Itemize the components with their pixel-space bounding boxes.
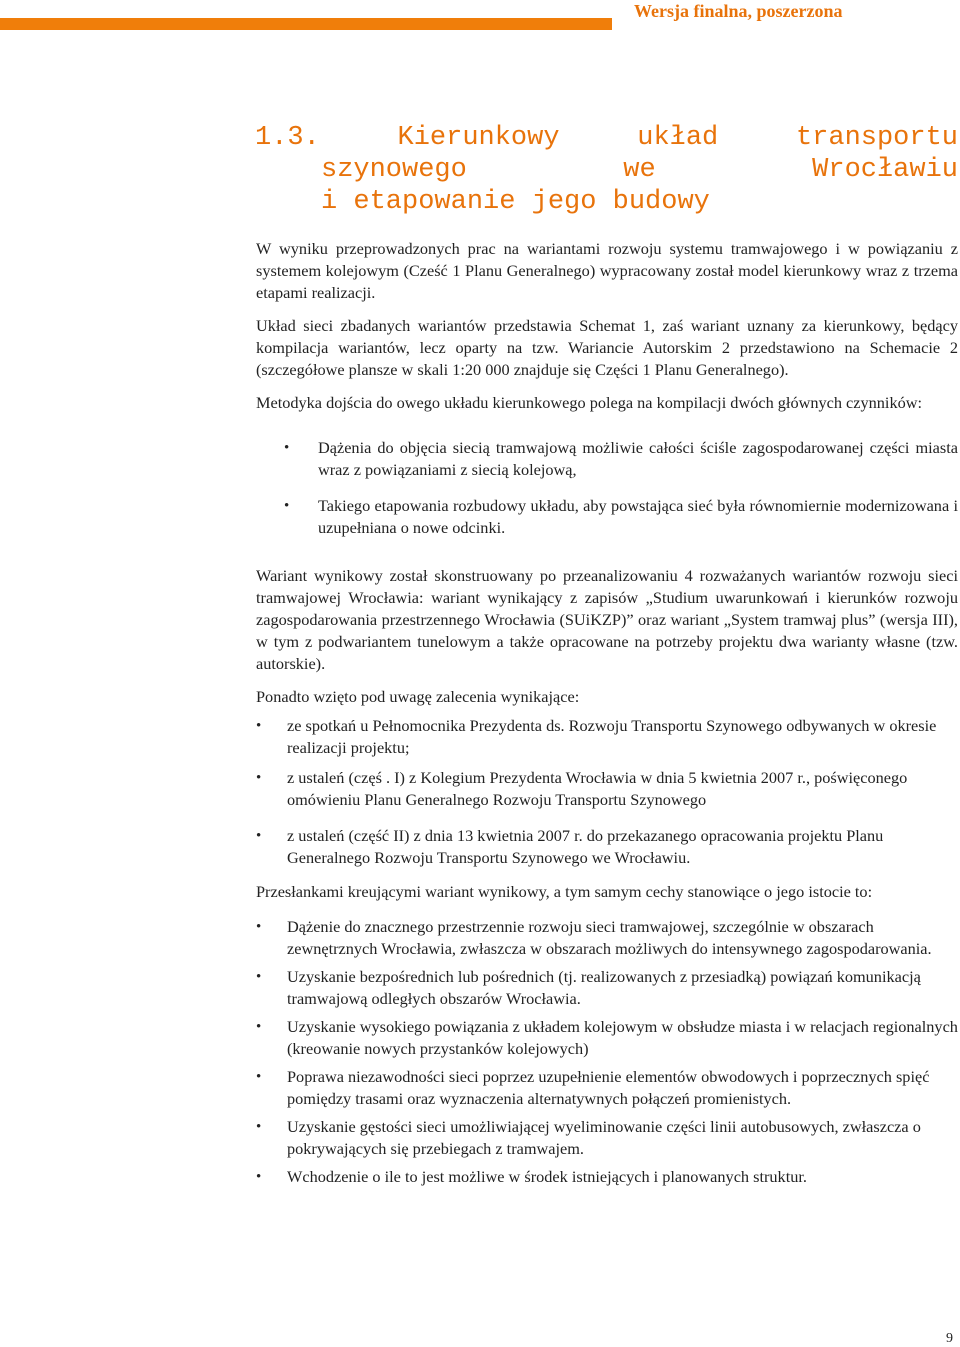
section-number: 1.3. bbox=[255, 123, 320, 153]
heading-word: we bbox=[623, 155, 656, 185]
heading-word: transportu bbox=[795, 123, 958, 153]
list-item bbox=[256, 1116, 958, 1160]
paragraph-intro: W wyniku przeprowadzonych prac na wariantami rozwoju systemu tramwajowego i w powiązaniu z systemem kolejowym (Cześć 1 Planu Generalnego) wypracowany został model kierunkowy wraz z trzema etapami realizacji. bbox=[256, 239, 958, 302]
section-heading bbox=[255, 122, 958, 218]
paragraph-methodology: Metodyka dojścia do owego układu kierunkowego polega na kompilacji dwóch głównych czynników: bbox=[256, 393, 923, 412]
list-item bbox=[256, 825, 958, 869]
bullet-icon: • bbox=[256, 919, 262, 935]
list-item-text: Wchodzenie o ile to jest możliwe w środek istniejących i planowanych struktur. bbox=[287, 1167, 807, 1186]
heading-word: układ bbox=[637, 123, 719, 153]
list-item-text: Uzyskanie bezpośrednich lub pośrednich (tj. realizowanych z przesiadką) powiązań komunikacją tramwajową odległych obszarów Wrocławia. bbox=[287, 967, 921, 1008]
bullet-icon: • bbox=[256, 1069, 262, 1085]
bullet-icon: • bbox=[256, 1019, 262, 1035]
paragraph-schemes: Układ sieci zbadanych wariantów przedstawia Schemat 1, zaś wariant uznany za kierunkowy, będący kompilacja wariantów, lecz oparty na tzw. Wariancie Autorskim 2 przedstawiono na Schemacie 2 (szczegółowe plansze w skali 1:20 000 znajduje się Części 1 Planu Generalnego). bbox=[256, 316, 958, 379]
list-item bbox=[256, 1066, 958, 1110]
list-item-text: Takiego etapowania rozbudowy układu, aby powstająca sieć była równomiernie modernizowana i uzupełniana o nowe odcinki. bbox=[318, 496, 958, 537]
bullet-icon: • bbox=[256, 718, 262, 734]
list-item bbox=[256, 767, 958, 811]
bullet-icon: • bbox=[256, 770, 262, 786]
bullet-icon: • bbox=[256, 828, 262, 844]
page-number: 9 bbox=[946, 1331, 953, 1346]
factors-list bbox=[256, 437, 958, 539]
heading-word: szynowego bbox=[321, 155, 467, 185]
list-item bbox=[256, 916, 958, 960]
list-item-text: Dążenia do objęcia siecią tramwajową możliwie całości ściśle zagospodarowanej części miasta wraz z powiązaniami z siecią kolejową, bbox=[318, 438, 958, 479]
bullet-icon: • bbox=[256, 1119, 262, 1135]
list-item-text: Uzyskanie wysokiego powiązania z układem kolejowym w obsłudze miasta i w relacjach regionalnych (kreowanie nowych przystanków kolejowych) bbox=[287, 1017, 958, 1058]
document-version-title: Wersja finalna, poszerzona bbox=[634, 1, 843, 21]
paragraph-premises-intro: Przesłankami kreującymi wariant wynikowy, a tym samym cechy stanowiące o jego istocie to: bbox=[256, 882, 873, 901]
heading-line-3: i etapowanie jego budowy bbox=[321, 187, 710, 217]
bullet-icon: • bbox=[284, 498, 290, 514]
document-body bbox=[256, 238, 958, 1188]
premises-list bbox=[256, 916, 958, 1188]
list-item bbox=[256, 715, 958, 759]
header-accent-bar bbox=[0, 18, 612, 30]
list-item bbox=[256, 966, 958, 1010]
paragraph-variant: Wariant wynikowy został skonstruowany po przeanalizowaniu 4 rozważanych wariantów rozwoju sieci tramwajowej Wrocławia: wariant wynikający z zapisów „Studium uwarunkowań i kierunków rozwoju zagospodarowania przestrzennego Wrocławia (SUiKZP)” oraz wariant „System tramwaj plus” (wersja III), w tym z podwariantem tunelowym a także opracowane na potrzeby projektu dwa warianty własne (tzw. autorskie). bbox=[256, 566, 958, 673]
list-item bbox=[256, 1016, 958, 1060]
heading-word: Wrocławiu bbox=[812, 155, 958, 185]
list-item-text: z ustaleń (część II) z dnia 13 kwietnia 2007 r. do przekazanego opracowania projektu Planu Generalnego Rozwoju Transportu Szynowego we Wrocławiu. bbox=[287, 826, 884, 867]
list-item bbox=[256, 495, 958, 539]
list-item-text: ze spotkań u Pełnomocnika Prezydenta ds. Rozwoju Transportu Szynowego odbywanych w okresie realizacji projektu; bbox=[287, 716, 937, 757]
paragraph-recommendations-intro: Ponadto wzięto pod uwagę zalecenia wynikające: bbox=[256, 687, 580, 706]
list-item-text: Dążenie do znacznego przestrzennie rozwoju sieci tramwajowej, szczególnie w obszarach zewnętrznych Wrocławia, zwłaszcza w obszarach możliwych do intensywnego zagospodarowania. bbox=[287, 917, 932, 958]
list-item-text: z ustaleń (częś . I) z Kolegium Prezydenta Wrocławia w dnia 5 kwietnia 2007 r., poświęconego omówieniu Planu Generalnego Rozwoju Transportu Szynowego bbox=[287, 768, 908, 809]
heading-word: Kierunkowy bbox=[397, 123, 560, 153]
list-item-text: Poprawa niezawodności sieci poprzez uzupełnienie elementów obwodowych i poprzecznych spięć pomiędzy trasami oraz wyznaczenia alternatywnych połączeń promienistych. bbox=[287, 1067, 930, 1108]
heading-line-2 bbox=[255, 154, 958, 186]
heading-line-1 bbox=[255, 122, 958, 154]
recommendations-list bbox=[256, 715, 958, 869]
bullet-icon: • bbox=[256, 1169, 262, 1185]
bullet-icon: • bbox=[284, 440, 290, 456]
list-item-text: Uzyskanie gęstości sieci umożliwiającej wyeliminowanie części linii autobusowych, zwłaszcza o pokrywających się przebiegach z tramwajem. bbox=[287, 1117, 921, 1158]
bullet-icon: • bbox=[256, 969, 262, 985]
list-item bbox=[256, 437, 958, 481]
list-item bbox=[256, 1166, 958, 1188]
